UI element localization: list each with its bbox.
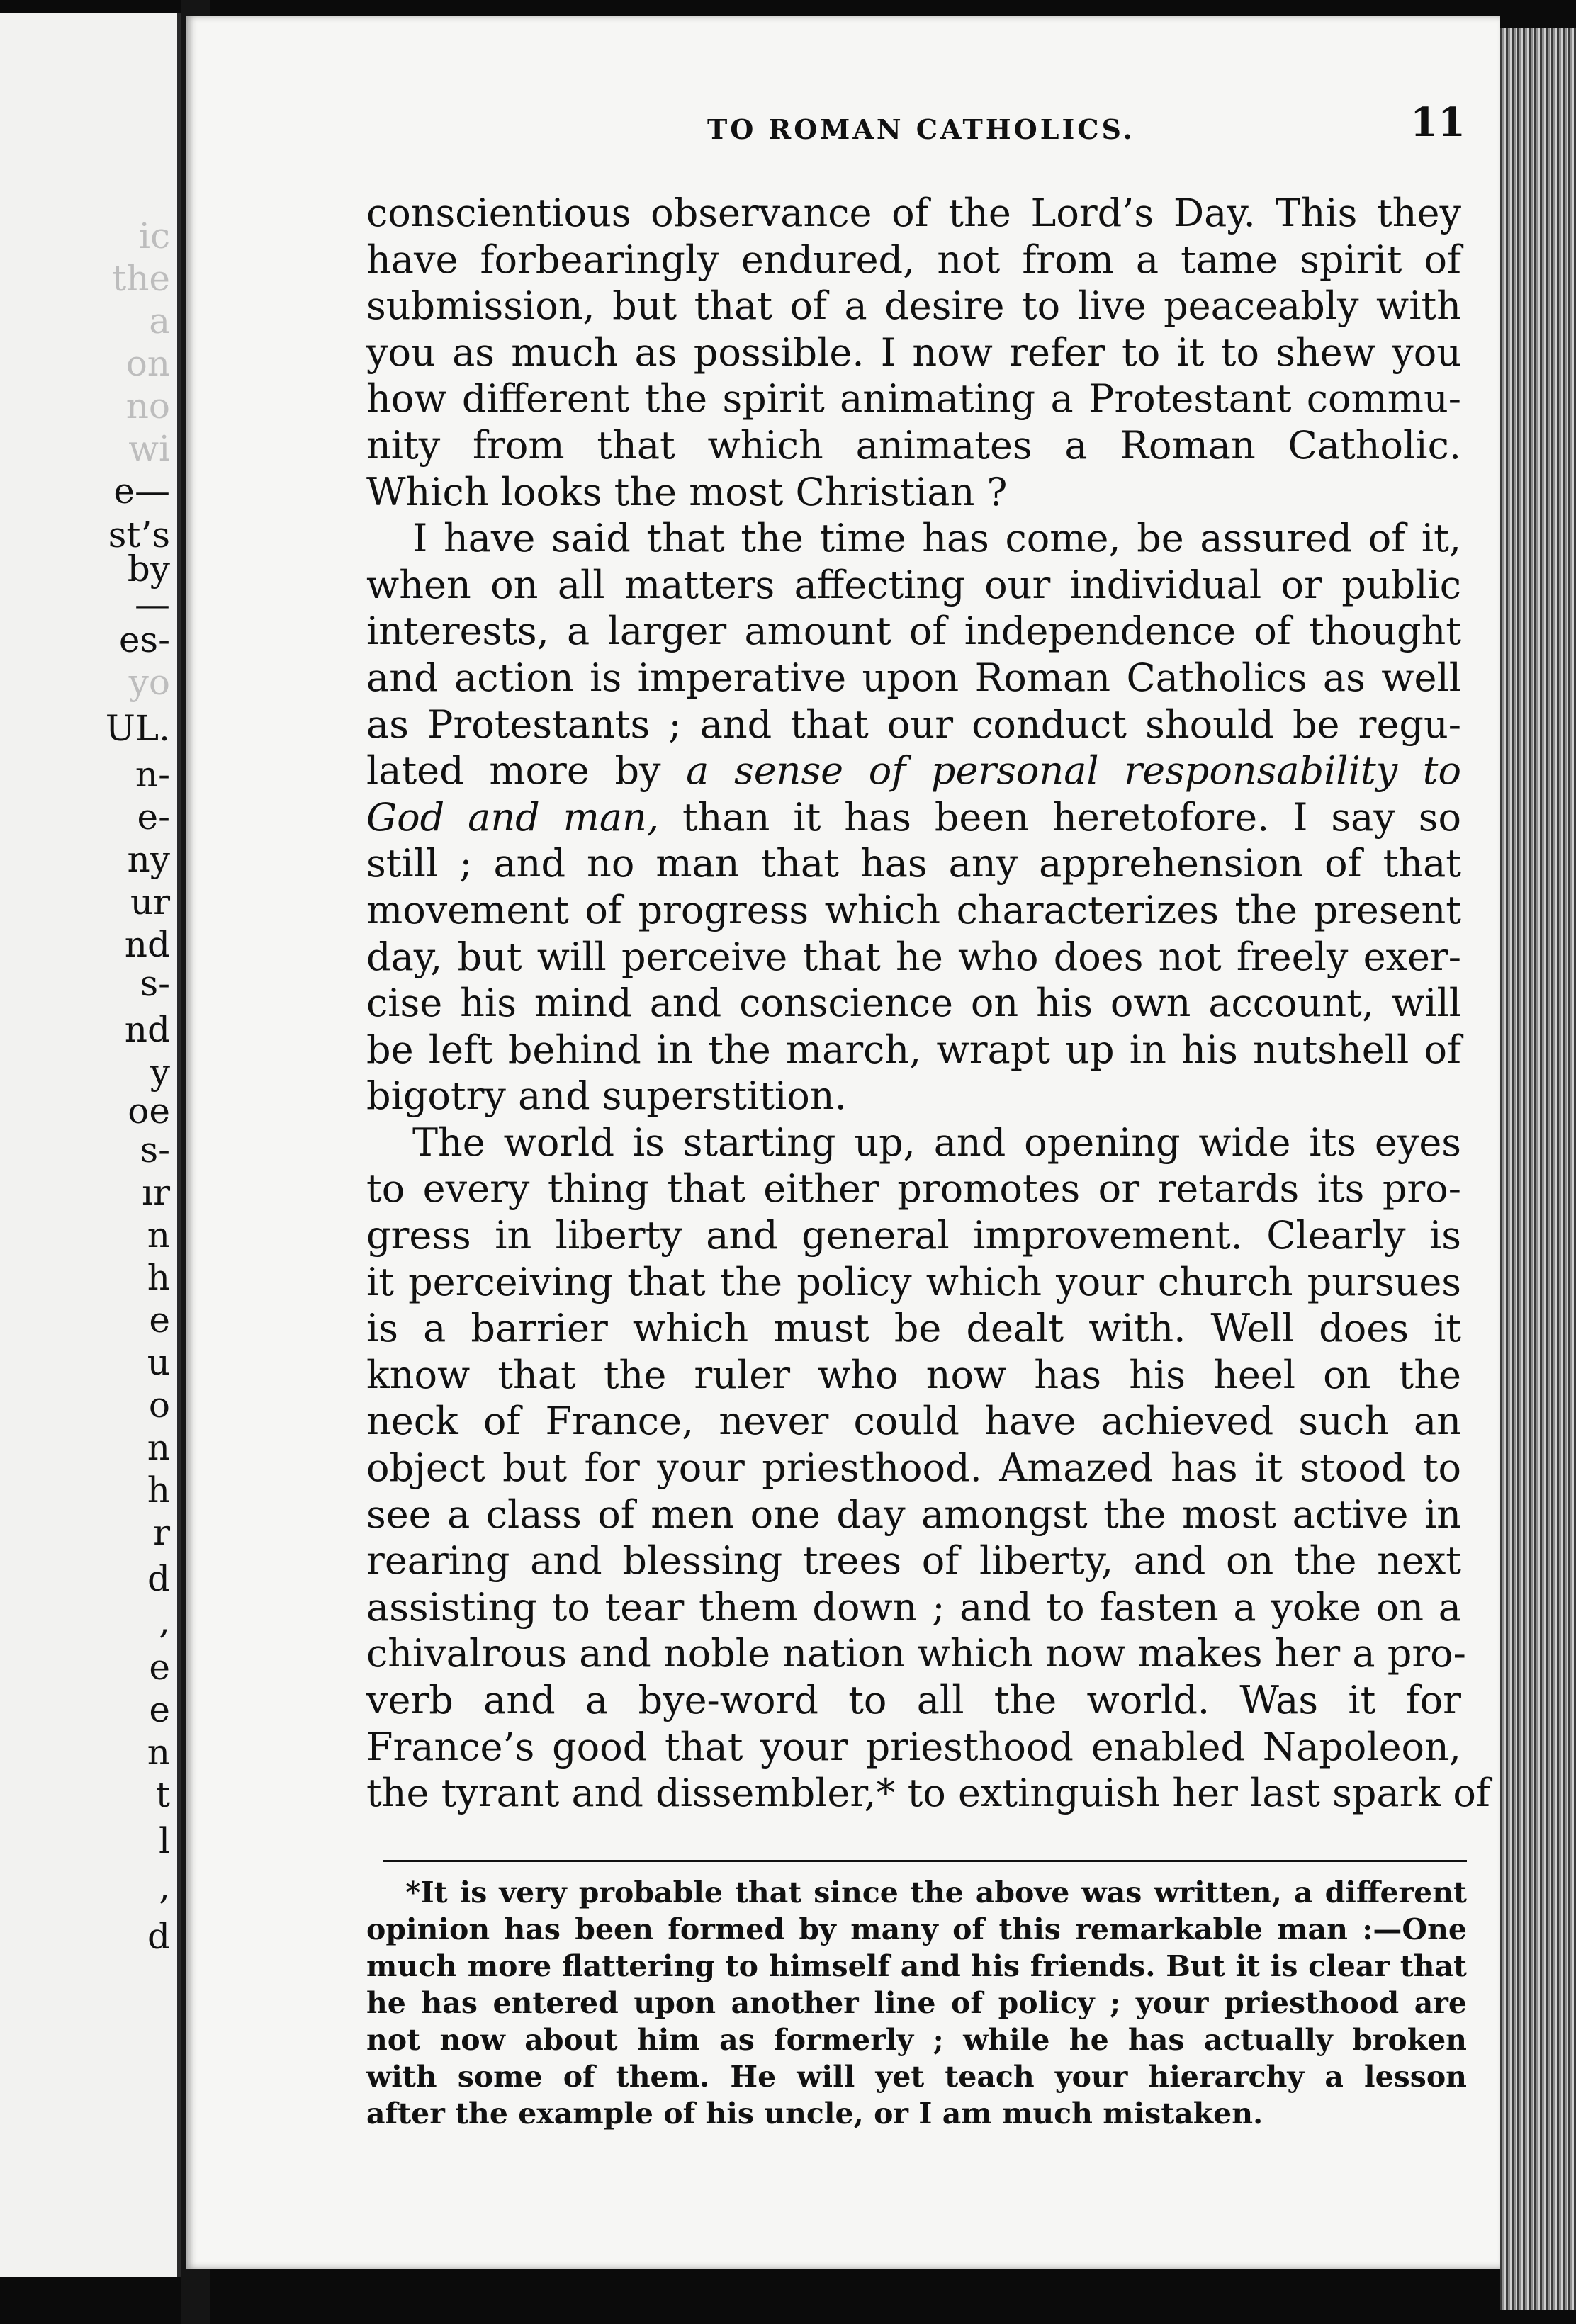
footnote-line: opinion has been formed by many of this remarkable man :—One (366, 1912, 1467, 1946)
facing-page-text: h (147, 1257, 170, 1298)
text-line: as Protestants ; and that our conduct should be regu- (366, 701, 1461, 747)
text-run: lated more by (366, 748, 661, 794)
facing-page-text: l (159, 1820, 170, 1861)
text-line: is a barrier which must be dealt with. Well does it (366, 1306, 1461, 1351)
facing-page-text: es- (118, 619, 170, 660)
text-line: verb and a bye-word to all the world. Was it for (366, 1678, 1461, 1722)
facing-page-text: n (147, 1427, 170, 1468)
facing-page-text: , (159, 1866, 170, 1907)
text-line: nity from that which animates a Roman Catholic. (366, 422, 1461, 468)
text-line: France’s good that your priesthood enabled Napoleon, (366, 1724, 1461, 1769)
footnote-line: with some of them. He will yet teach your hierarchy a lesson (366, 2060, 1467, 2094)
text-line: how different the spirit animating a Protestant commu- (366, 376, 1461, 422)
footnote (366, 1874, 1467, 2132)
text-line: conscientious observance of the Lord’s Day. This they (366, 191, 1461, 235)
facing-page-text: d (147, 1558, 170, 1599)
facing-page-text: n- (135, 754, 170, 795)
facing-page-text: ır (142, 1172, 170, 1213)
facing-page-text: t (155, 1774, 170, 1815)
text-line (366, 748, 1461, 794)
text-line: neck of France, never could have achieved such an (366, 1399, 1461, 1444)
text-line: know that the ruler who now has his heel on the (366, 1352, 1461, 1397)
facing-page-text: u (147, 1342, 170, 1383)
text-line: have forbearingly endured, not from a tame spirit of (366, 237, 1461, 282)
text-line: object but for your priesthood. Amazed has it stood to (366, 1445, 1461, 1491)
facing-page-text: o (148, 1384, 170, 1426)
footnote-line: not now about him as formerly ; while he has actually broken (366, 2023, 1467, 2057)
facing-page-text: r (153, 1512, 170, 1553)
facing-page-text: n (147, 1732, 170, 1773)
italic-run: a sense of personal responsability to (686, 748, 1461, 794)
text-run: than it has been heretofore. I say so (682, 794, 1462, 840)
footnote-line: *It is very probable that since the above was written, a different (405, 1875, 1467, 1910)
facing-page-text: e— (113, 470, 170, 512)
facing-page-text: st’s (108, 514, 170, 555)
facing-page-text: e (149, 1689, 170, 1730)
text-line: when on all matters affecting our individual or public (366, 562, 1461, 607)
facing-page-text: ny (127, 839, 170, 880)
text-line: see a class of men one day amongst the most active in (366, 1491, 1461, 1537)
text-line: rearing and blessing trees of liberty, and on the next (366, 1538, 1461, 1584)
running-head: TO ROMAN CATHOLICS. (707, 113, 1135, 145)
page-number: 11 (1410, 99, 1465, 146)
text-line: bigotry and superstition. (366, 1073, 847, 1119)
facing-page-text: ur (130, 881, 170, 923)
text-line (366, 794, 1461, 841)
facing-page-text: h (147, 1470, 170, 1511)
page-edges (1500, 28, 1576, 2310)
facing-page-text: the (112, 258, 170, 299)
text-line: the tyrant and dissembler,* to extinguish her last spark of (366, 1771, 1490, 1816)
text-line: movement of progress which characterizes the present (366, 887, 1461, 932)
facing-page-text: yo (128, 662, 170, 703)
facing-page-text: UL. (105, 708, 170, 749)
text-line: I have said that the time has come, be assured of it, (412, 516, 1461, 561)
facing-page-text: e (149, 1299, 170, 1341)
facing-page-text: e (149, 1647, 170, 1688)
text-line: submission, but that of a desire to live peaceably with (366, 283, 1461, 329)
facing-page-text: e- (137, 796, 170, 837)
footnote-rule (383, 1860, 1467, 1862)
footnote-line: much more flattering to himself and his friends. But it is clear that (366, 1949, 1467, 1983)
footnote-line: he has entered upon another line of policy ; your priesthood are (366, 1986, 1467, 2020)
facing-page-text: n (147, 1214, 170, 1256)
facing-page-text: a (149, 300, 170, 342)
footnote-line: after the example of his uncle, or I am much mistaken. (366, 2097, 1263, 2131)
text-line: you as much as possible. I now refer to it to shew you (366, 329, 1461, 375)
facing-page-text: by (127, 548, 170, 590)
text-line: and action is imperative upon Roman Catholics as well (366, 655, 1461, 700)
text-line: be left behind in the march, wrapt up in his nutshell of (366, 1027, 1461, 1072)
facing-page-text: s- (140, 1129, 170, 1171)
facing-page-text: ic (139, 215, 170, 256)
text-line: assisting to tear them down ; and to fasten a yoke on a (366, 1584, 1461, 1630)
facing-page-text: s- (140, 963, 170, 1004)
facing-page-text: d (147, 1916, 170, 1957)
facing-page-text: on (125, 343, 170, 384)
text-line: Which looks the most Christian ? (366, 469, 1008, 514)
facing-page-text: nd (124, 1009, 170, 1050)
text-line: gress in liberty and general improvement. Clearly is (366, 1213, 1461, 1258)
text-line: it perceiving that the policy which your church pursues (366, 1259, 1461, 1304)
text-line: interests, a larger amount of independence of thought (366, 609, 1461, 654)
facing-page-fragment (0, 13, 181, 2277)
italic-run: God and man, (366, 794, 659, 840)
facing-page-text: , (159, 1601, 170, 1642)
facing-page-text: nd (124, 924, 170, 965)
text-line: day, but will perceive that he who does not freely exer- (366, 934, 1461, 979)
text-line: cise his mind and conscience on his own account, will (366, 981, 1461, 1026)
facing-page-text: no (125, 385, 170, 427)
body-text (366, 190, 1490, 1817)
text-line: chivalrous and noble nation which now makes her a pro- (366, 1631, 1466, 1676)
facing-page-text: — (135, 584, 170, 625)
text-line: still ; and no man that has any apprehension of that (366, 841, 1461, 886)
facing-page-text: wi (128, 428, 170, 469)
text-line: The world is starting up, and opening wide its eyes (412, 1119, 1461, 1165)
facing-page-text: y (150, 1051, 170, 1093)
text-line: to every thing that either promotes or retards its pro- (366, 1166, 1461, 1212)
facing-page-text: oe (128, 1090, 170, 1132)
